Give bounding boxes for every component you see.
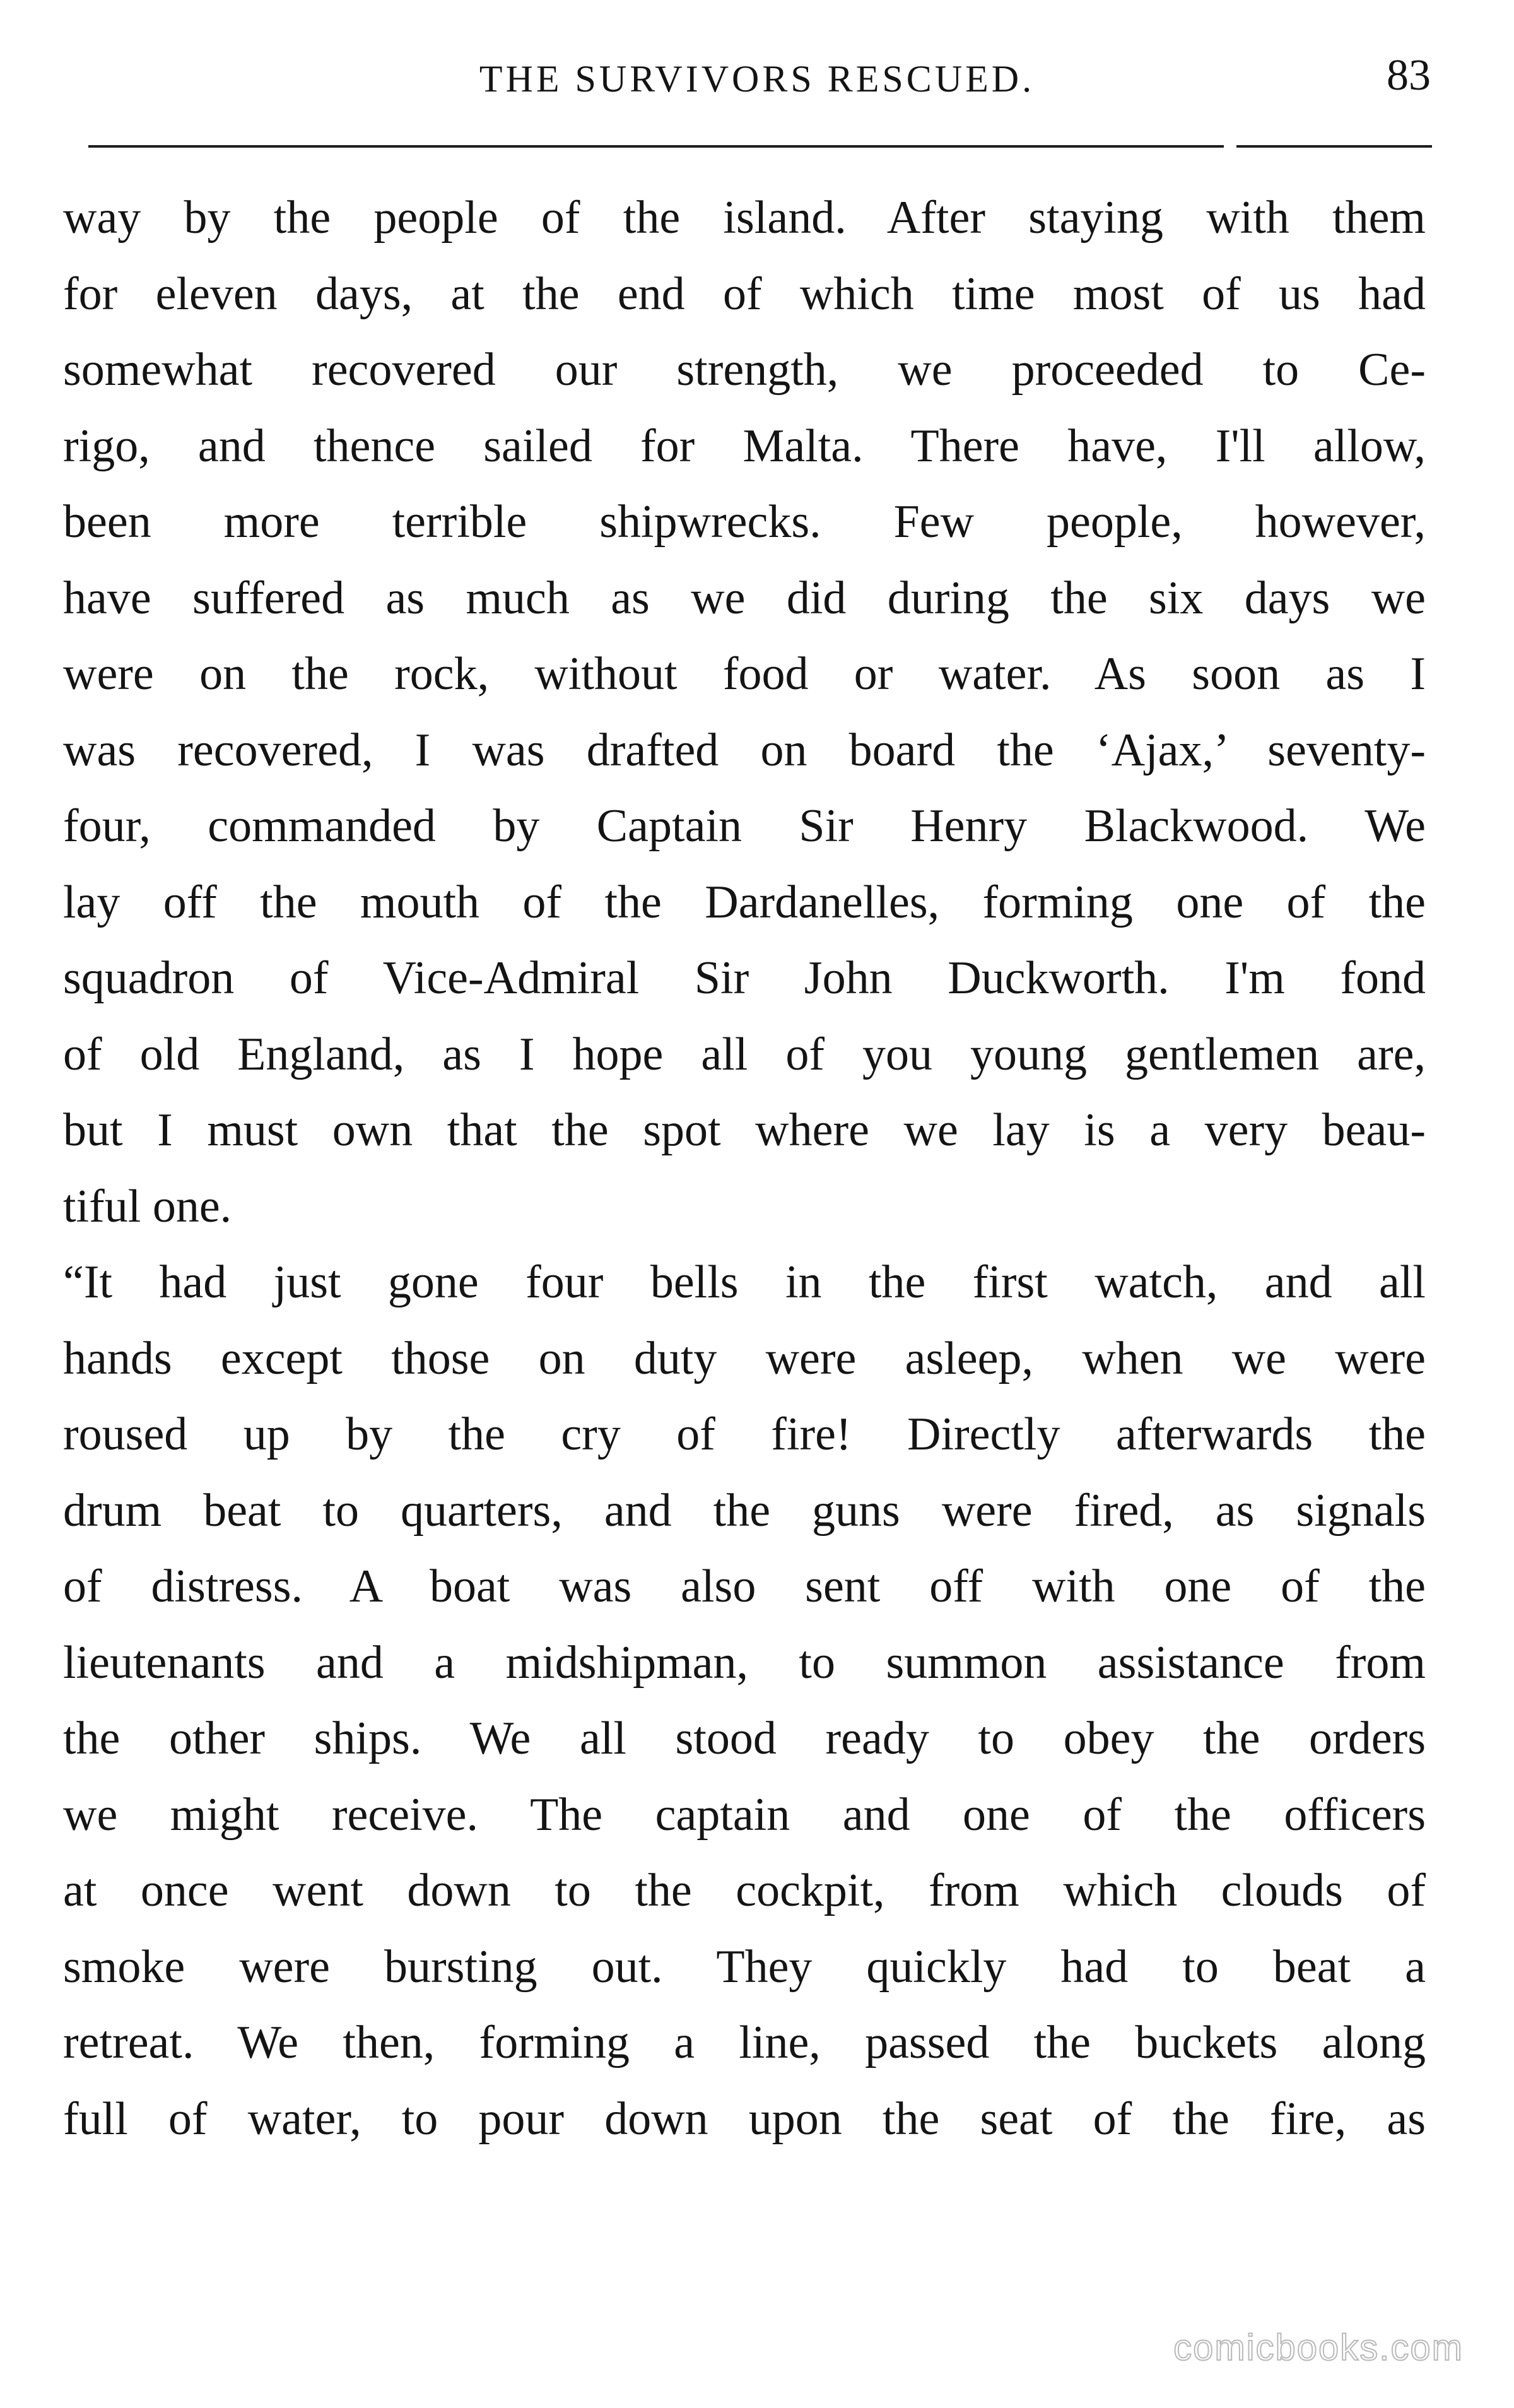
text-line: have suffered as much as we did during the six days we: [63, 572, 1426, 624]
running-head: [76, 44, 1438, 120]
text-line: were on the rock, without food or water. As soon as I: [63, 648, 1426, 700]
text-line: of old England, as I hope all of you young gentlemen are,: [63, 1028, 1426, 1080]
text-line: full of water, to pour down upon the seat of the fire, as: [63, 2092, 1426, 2145]
text-line: of distress. A boat was also sent off with one of the: [63, 1561, 1426, 1612]
text-line: retreat. We then, forming a line, passed the buckets along: [63, 2017, 1426, 2069]
text-line: the other ships. We all stood ready to obey the orders: [63, 1713, 1426, 1764]
text-line: four, commanded by Captain Sir Henry Blackwood. We: [63, 800, 1426, 852]
text-line: at once went down to the cockpit, from which clouds of: [63, 1865, 1426, 1916]
body-text: [63, 180, 1426, 2157]
text-line: drum beat to quarters, and the guns were fired, as signals: [63, 1484, 1426, 1537]
text-line: for eleven days, at the end of which time most of us had: [63, 268, 1426, 320]
header-rule: [88, 145, 1224, 148]
text-line: “It had just gone four bells in the first watch, and all: [63, 1256, 1426, 1308]
text-line: we might receive. The captain and one of the officers: [63, 1788, 1426, 1841]
watermark: comicbooks.com: [1173, 2327, 1464, 2368]
text-line: squadron of Vice-Admiral Sir John Duckworth. I'm fond: [63, 952, 1426, 1004]
text-line: lay off the mouth of the Dardanelles, forming one of the: [63, 876, 1426, 928]
text-line: somewhat recovered our strength, we proceeded to Ce-: [63, 344, 1426, 396]
header-rule-end: [1236, 145, 1432, 148]
text-line: but I must own that the spot where we lay is a very beau-: [63, 1104, 1426, 1156]
text-line: hands except those on duty were asleep, when we were: [63, 1332, 1426, 1384]
text-line: was recovered, I was drafted on board the ‘Ajax,’ seventy-: [63, 724, 1426, 776]
text-line: tiful one.: [63, 1180, 232, 1232]
text-line: smoke were bursting out. They quickly had to beat a: [63, 1940, 1426, 1993]
text-line: roused up by the cry of fire! Directly afterwards the: [63, 1408, 1426, 1460]
page-number: 83: [1387, 51, 1431, 100]
running-title: THE SURVIVORS RESCUED.: [479, 58, 1035, 100]
text-line: been more terrible shipwrecks. Few people, however,: [63, 496, 1426, 548]
text-line: lieutenants and a midshipman, to summon assistance from: [63, 1636, 1426, 1689]
text-line: rigo, and thence sailed for Malta. There have, I'll allow,: [63, 420, 1426, 472]
text-line: way by the people of the island. After staying with them: [63, 192, 1426, 244]
